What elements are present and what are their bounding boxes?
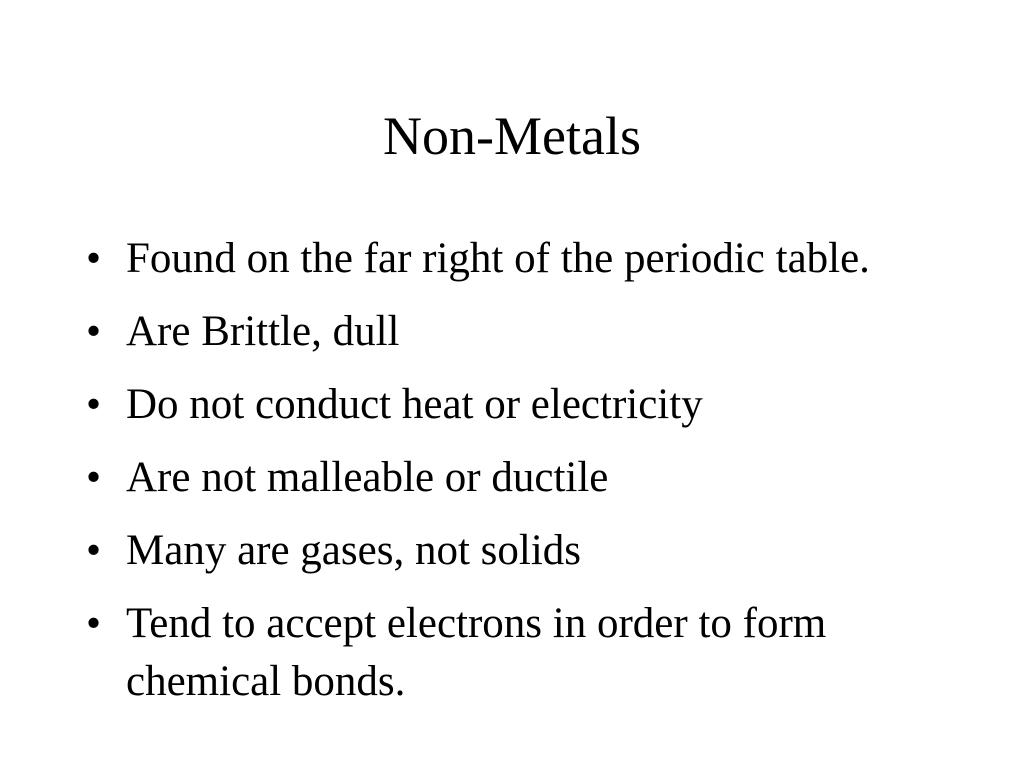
bullet-text: Found on the far right of the periodic table. (126, 235, 870, 282)
bullet-icon: • (86, 527, 102, 574)
bullet-icon: • (86, 308, 102, 355)
bullet-text: Are not malleable or ductile (126, 454, 609, 501)
bullet-text: Are Brittle, dull (126, 308, 400, 355)
slide-title: Non-Metals (383, 106, 641, 166)
bullet-text: Tend to accept electrons in order to form chemical bonds. (126, 600, 827, 705)
bullet-icon: • (86, 235, 102, 282)
bullet-icon: • (86, 454, 102, 501)
bullet-text: Do not conduct heat or electricity (126, 381, 703, 428)
bullet-list (86, 230, 946, 726)
bullet-icon: • (86, 600, 102, 647)
bullet-item (86, 376, 946, 434)
bullet-item (86, 522, 946, 580)
bullet-text: Many are gases, not solids (126, 527, 582, 574)
bullet-icon: • (86, 381, 102, 428)
bullet-item (86, 449, 946, 507)
bullet-item (86, 595, 946, 711)
bullet-item (86, 303, 946, 361)
bullet-item (86, 230, 946, 288)
